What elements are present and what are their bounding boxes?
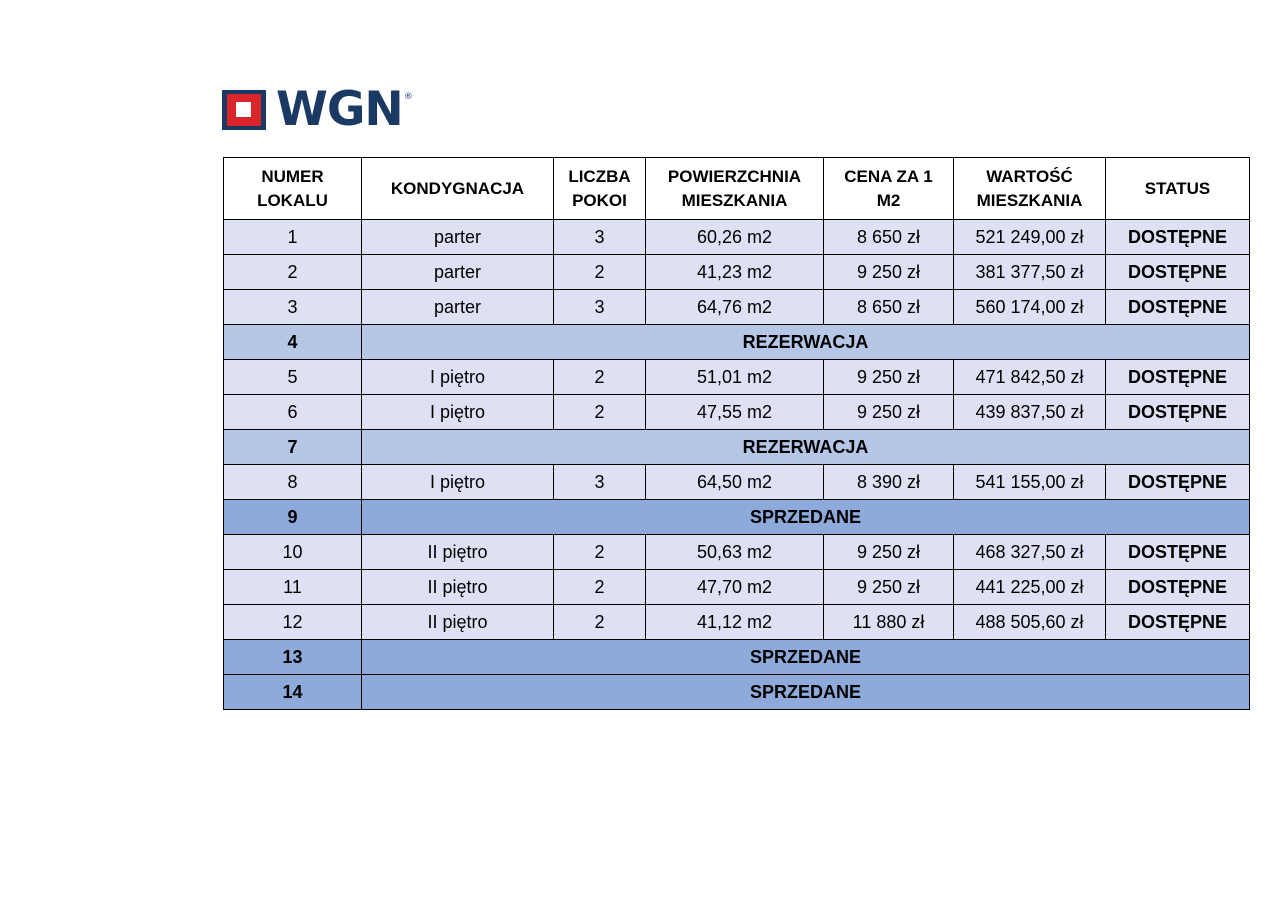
cell-status: DOSTĘPNE xyxy=(1106,395,1250,430)
cell-powierzchnia: 41,23 m2 xyxy=(646,255,824,290)
cell-status: DOSTĘPNE xyxy=(1106,465,1250,500)
cell-status: DOSTĘPNE xyxy=(1106,360,1250,395)
cell-status: DOSTĘPNE xyxy=(1106,570,1250,605)
cell-cena: 8 390 zł xyxy=(824,465,954,500)
cell-wartosc: 381 377,50 zł xyxy=(954,255,1106,290)
sold-status: SPRZEDANE xyxy=(362,640,1250,675)
table-row xyxy=(224,675,1250,710)
cell-powierzchnia: 64,76 m2 xyxy=(646,290,824,325)
cell-cena: 8 650 zł xyxy=(824,290,954,325)
cell-kondygnacja: II piętro xyxy=(362,570,554,605)
cell-numer: 2 xyxy=(224,255,362,290)
table-row xyxy=(224,500,1250,535)
table-row xyxy=(224,255,1250,290)
cell-pokoje: 3 xyxy=(554,290,646,325)
header-liczba-pokoi: LICZBA POKOI xyxy=(554,158,646,220)
cell-kondygnacja: I piętro xyxy=(362,465,554,500)
cell-powierzchnia: 47,55 m2 xyxy=(646,395,824,430)
cell-cena: 9 250 zł xyxy=(824,570,954,605)
cell-powierzchnia: 41,12 m2 xyxy=(646,605,824,640)
cell-kondygnacja: II piętro xyxy=(362,605,554,640)
sold-status: SPRZEDANE xyxy=(362,675,1250,710)
cell-wartosc: 541 155,00 zł xyxy=(954,465,1106,500)
cell-powierzchnia: 50,63 m2 xyxy=(646,535,824,570)
cell-pokoje: 2 xyxy=(554,360,646,395)
header-row xyxy=(224,158,1250,220)
header-powierzchnia: POWIERZCHNIA MIESZKANIA xyxy=(646,158,824,220)
table-header xyxy=(224,158,1250,220)
cell-powierzchnia: 47,70 m2 xyxy=(646,570,824,605)
header-cena: CENA ZA 1 M2 xyxy=(824,158,954,220)
cell-numer: 10 xyxy=(224,535,362,570)
cell-numer: 9 xyxy=(224,500,362,535)
cell-pokoje: 2 xyxy=(554,395,646,430)
table-row xyxy=(224,360,1250,395)
cell-status: DOSTĘPNE xyxy=(1106,220,1250,255)
table-row xyxy=(224,465,1250,500)
cell-kondygnacja: I piętro xyxy=(362,395,554,430)
table-row xyxy=(224,605,1250,640)
cell-status: DOSTĘPNE xyxy=(1106,290,1250,325)
cell-powierzchnia: 60,26 m2 xyxy=(646,220,824,255)
cell-wartosc: 439 837,50 zł xyxy=(954,395,1106,430)
table-row xyxy=(224,535,1250,570)
cell-numer: 11 xyxy=(224,570,362,605)
cell-powierzchnia: 64,50 m2 xyxy=(646,465,824,500)
cell-numer: 14 xyxy=(224,675,362,710)
logo-text: WGN xyxy=(276,82,403,137)
table-row xyxy=(224,640,1250,675)
sold-status: SPRZEDANE xyxy=(362,500,1250,535)
header-status: STATUS xyxy=(1106,158,1250,220)
cell-pokoje: 3 xyxy=(554,220,646,255)
cell-pokoje: 2 xyxy=(554,535,646,570)
table-row xyxy=(224,430,1250,465)
table-row xyxy=(224,395,1250,430)
cell-numer: 4 xyxy=(224,325,362,360)
wgn-logo xyxy=(222,82,413,137)
cell-wartosc: 488 505,60 zł xyxy=(954,605,1106,640)
table-row xyxy=(224,220,1250,255)
cell-pokoje: 3 xyxy=(554,465,646,500)
cell-kondygnacja: parter xyxy=(362,220,554,255)
cell-wartosc: 468 327,50 zł xyxy=(954,535,1106,570)
cell-status: DOSTĘPNE xyxy=(1106,255,1250,290)
cell-numer: 6 xyxy=(224,395,362,430)
cell-kondygnacja: parter xyxy=(362,290,554,325)
header-numer-lokalu: NUMER LOKALU xyxy=(224,158,362,220)
reservation-status: REZERWACJA xyxy=(362,325,1250,360)
cell-pokoje: 2 xyxy=(554,570,646,605)
cell-numer: 13 xyxy=(224,640,362,675)
cell-kondygnacja: II piętro xyxy=(362,535,554,570)
apartments-table xyxy=(223,157,1250,710)
cell-numer: 1 xyxy=(224,220,362,255)
cell-numer: 12 xyxy=(224,605,362,640)
cell-status: DOSTĘPNE xyxy=(1106,535,1250,570)
cell-wartosc: 521 249,00 zł xyxy=(954,220,1106,255)
cell-numer: 7 xyxy=(224,430,362,465)
cell-cena: 9 250 zł xyxy=(824,360,954,395)
header-wartosc: WARTOŚĆ MIESZKANIA xyxy=(954,158,1106,220)
cell-cena: 9 250 zł xyxy=(824,395,954,430)
cell-powierzchnia: 51,01 m2 xyxy=(646,360,824,395)
cell-kondygnacja: I piętro xyxy=(362,360,554,395)
cell-status: DOSTĘPNE xyxy=(1106,605,1250,640)
header-kondygnacja: KONDYGNACJA xyxy=(362,158,554,220)
cell-kondygnacja: parter xyxy=(362,255,554,290)
table-row xyxy=(224,290,1250,325)
reservation-status: REZERWACJA xyxy=(362,430,1250,465)
cell-numer: 5 xyxy=(224,360,362,395)
cell-wartosc: 471 842,50 zł xyxy=(954,360,1106,395)
cell-wartosc: 560 174,00 zł xyxy=(954,290,1106,325)
cell-pokoje: 2 xyxy=(554,605,646,640)
cell-numer: 8 xyxy=(224,465,362,500)
registered-mark: ® xyxy=(403,92,413,102)
cell-numer: 3 xyxy=(224,290,362,325)
cell-cena: 8 650 zł xyxy=(824,220,954,255)
cell-cena: 9 250 zł xyxy=(824,535,954,570)
cell-pokoje: 2 xyxy=(554,255,646,290)
wgn-logo-mark-icon xyxy=(222,90,266,130)
table-row xyxy=(224,570,1250,605)
cell-cena: 11 880 zł xyxy=(824,605,954,640)
table-row xyxy=(224,325,1250,360)
cell-wartosc: 441 225,00 zł xyxy=(954,570,1106,605)
table-body xyxy=(224,220,1250,710)
cell-cena: 9 250 zł xyxy=(824,255,954,290)
